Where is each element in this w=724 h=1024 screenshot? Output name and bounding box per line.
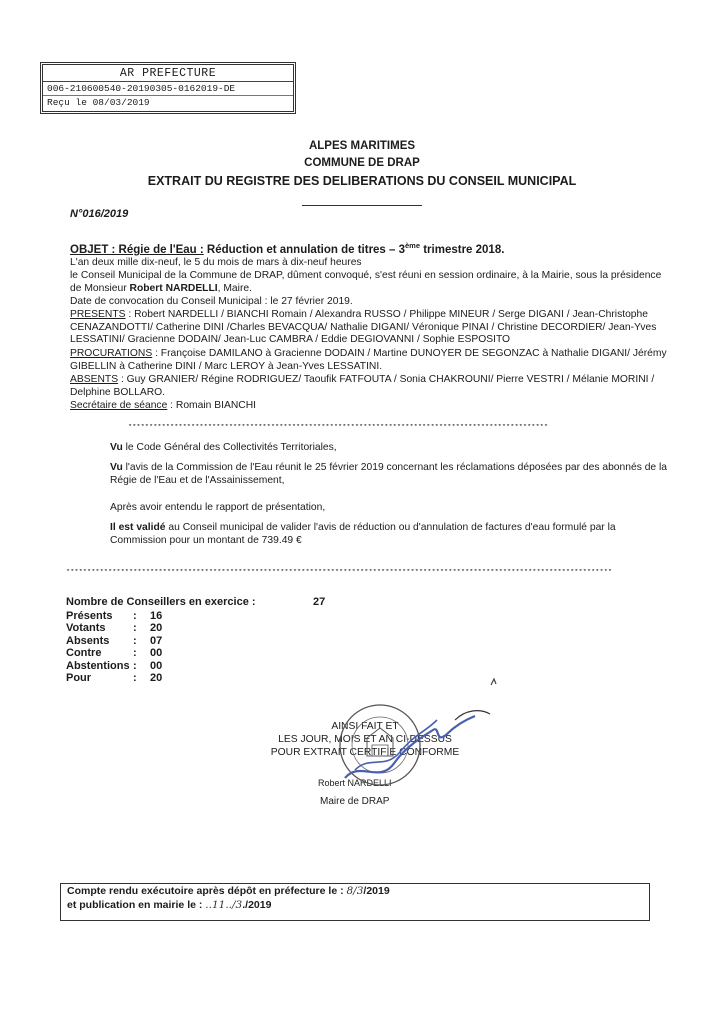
department: ALPES MARITIMES xyxy=(308,140,416,152)
presents-label: PRESENTS xyxy=(70,309,126,320)
mayor-name: Robert NARDELLI xyxy=(318,778,392,788)
vote-value: 00 xyxy=(150,647,163,660)
objet-label: OBJET : Régie de l'Eau : xyxy=(70,243,204,256)
exercice-label: Nombre de Conseillers en exercice : xyxy=(66,596,256,608)
vote-label: Contre xyxy=(66,647,102,660)
ink-mark-icon xyxy=(488,676,500,688)
session-text xyxy=(70,270,670,295)
sig-line-1: AINSI FAIT ET xyxy=(331,721,399,732)
vu-commission xyxy=(110,462,672,487)
procurations-paragraph xyxy=(70,348,670,373)
objet-tail: trimestre 2018. xyxy=(420,243,505,256)
commune: COMMUNE DE DRAP xyxy=(304,157,420,169)
vote-sep: : xyxy=(133,647,137,660)
footer-line-2 xyxy=(61,898,649,912)
secretaire-label: Secrétaire de séance xyxy=(70,400,168,411)
vote-sep: : xyxy=(133,622,137,635)
prefecture-deposit-hand: 8/3 xyxy=(346,885,364,897)
footer-line-1 xyxy=(61,884,649,898)
exercice-value: 27 xyxy=(313,596,326,608)
convocation-date: Date de convocation du Conseil Municipal : le 27 février 2019. xyxy=(70,296,353,307)
vote-label: Votants xyxy=(66,622,106,635)
vote-label: Pour xyxy=(66,671,92,684)
vote-label: Abstentions xyxy=(66,659,130,672)
conseillers-exercice xyxy=(66,596,256,608)
session-pre: le Conseil Municipal de la Commune de DRAP, dûment convoqué, s'est réuni en session ordinaire, à la Mairie, sous la présidence de Monsieur xyxy=(70,270,662,294)
secretaire-paragraph xyxy=(70,400,670,413)
title-divider xyxy=(302,205,422,206)
absents-label: ABSENTS xyxy=(70,374,119,385)
mayor-seal-signature xyxy=(325,690,515,800)
vote-sep: : xyxy=(133,610,137,622)
presents-text: : Robert NARDELLI / BIANCHI Romain / Alexandra RUSSO / Philippe MINEUR / Serge DIGANI / Jean-Christophe CENAZANDOTTI/ Catherine DINI /Charles BEVACQUA/ Nathalie DIGANI/ Véronique PINAI / Christine DECORDIER/ Jean-Yves LESSATINI/ Gracienne DODAIN/ Jean-Luc CAMBRA / Eddie DEGIOVANNI / Sophie ESPOSITO xyxy=(70,309,657,346)
vu-commission-text: l'avis de la Commission de l'Eau réunit le 25 février 2019 concernant les réclamations déposées par des abonnés de la Régie de l'Eau et de l'Assainissement, xyxy=(110,462,668,486)
stamp-title: AR PREFECTURE xyxy=(43,65,293,82)
prefecture-deposit-year: /2019 xyxy=(363,885,390,897)
publication-label: et publication en mairie le : xyxy=(67,899,203,911)
objet-line xyxy=(70,241,670,256)
vote-label: Présents xyxy=(66,610,113,622)
publication-year: ./2019 xyxy=(242,899,272,911)
prefecture-stamp xyxy=(40,62,296,114)
sig-line-2: LES JOUR, MOIS ET AN CI-DESSUS xyxy=(278,734,452,745)
sig-line-3: POUR EXTRAIT CERTIFIE CONFORME xyxy=(270,747,460,758)
procurations-label: PROCURATIONS xyxy=(70,348,153,359)
execution-box xyxy=(60,883,650,921)
vu-code-text: le Code Général des Collectivités Territoriales, xyxy=(122,442,337,453)
vu-commission-bold: Vu xyxy=(110,462,123,473)
vote-label: Absents xyxy=(66,634,110,647)
decision-bold: Il est validé xyxy=(110,522,166,533)
procurations-text: : Françoise DAMILANO à Gracienne DODAIN / Martine DUNOYER DE SEGONZAC à Nathalie DIGANI/ Jérémy GIBELLIN à Catherine DINI / Marc LEROY à Jean-Yves LESSATINI. xyxy=(70,348,667,372)
vote-value: 16 xyxy=(150,610,163,622)
vote-value: 20 xyxy=(150,671,163,684)
objet-sup: ème xyxy=(405,241,421,250)
president-name: Robert NARDELLI xyxy=(129,282,218,294)
vote-sep: : xyxy=(133,634,137,647)
document-title: EXTRAIT DU REGISTRE DES DELIBERATIONS DU CONSEIL MUNICIPAL xyxy=(147,174,577,188)
vu-code-bold: Vu xyxy=(110,442,123,453)
rapport-line: Après avoir entendu le rapport de présentation, xyxy=(110,502,326,513)
vote-value: 00 xyxy=(150,659,163,672)
vote-sep: : xyxy=(133,659,137,672)
prefecture-deposit-label: Compte rendu exécutoire après dépôt en préfecture le : xyxy=(67,885,344,897)
decision-paragraph xyxy=(110,522,672,547)
stars-separator: **************************************************************************************************** xyxy=(128,424,549,432)
vu-code xyxy=(110,442,672,455)
absents-paragraph xyxy=(70,374,670,399)
secretaire-text: : Romain BIANCHI xyxy=(167,400,257,411)
decision-text: au Conseil municipal de valider l'avis de réduction ou d'annulation de factures d'eau formulé par la Commission pour un montant de 739.49 € xyxy=(110,522,616,546)
session-post: , Maire. xyxy=(217,282,252,294)
stars-separator-long: ********************************************************************************************************************************** xyxy=(66,569,613,577)
intro-line: L'an deux mille dix-neuf, le 5 du mois de mars à dix-neuf heures xyxy=(70,257,362,268)
vote-value: 07 xyxy=(150,634,163,647)
stamp-received: Reçu le 08/03/2019 xyxy=(47,97,150,108)
vote-sep: : xyxy=(133,671,137,684)
stamp-reference: 006-210600540-20190305-0162019-DE xyxy=(43,82,293,96)
presents-paragraph xyxy=(70,309,670,347)
publication-hand: ..11../3 xyxy=(205,899,243,911)
deliberation-number: N°016/2019 xyxy=(70,208,129,220)
vote-value: 20 xyxy=(150,622,163,635)
absents-text: : Guy GRANIER/ Régine RODRIGUEZ/ Taoufik FATFOUTA / Sonia CHAKROUNI/ Pierre VESTRI / Mélanie MORINI / Delphine BOLLARO. xyxy=(70,374,655,398)
objet-text: Réduction et annulation de titres – 3 xyxy=(203,243,406,256)
mayor-role: Maire de DRAP xyxy=(320,796,390,807)
